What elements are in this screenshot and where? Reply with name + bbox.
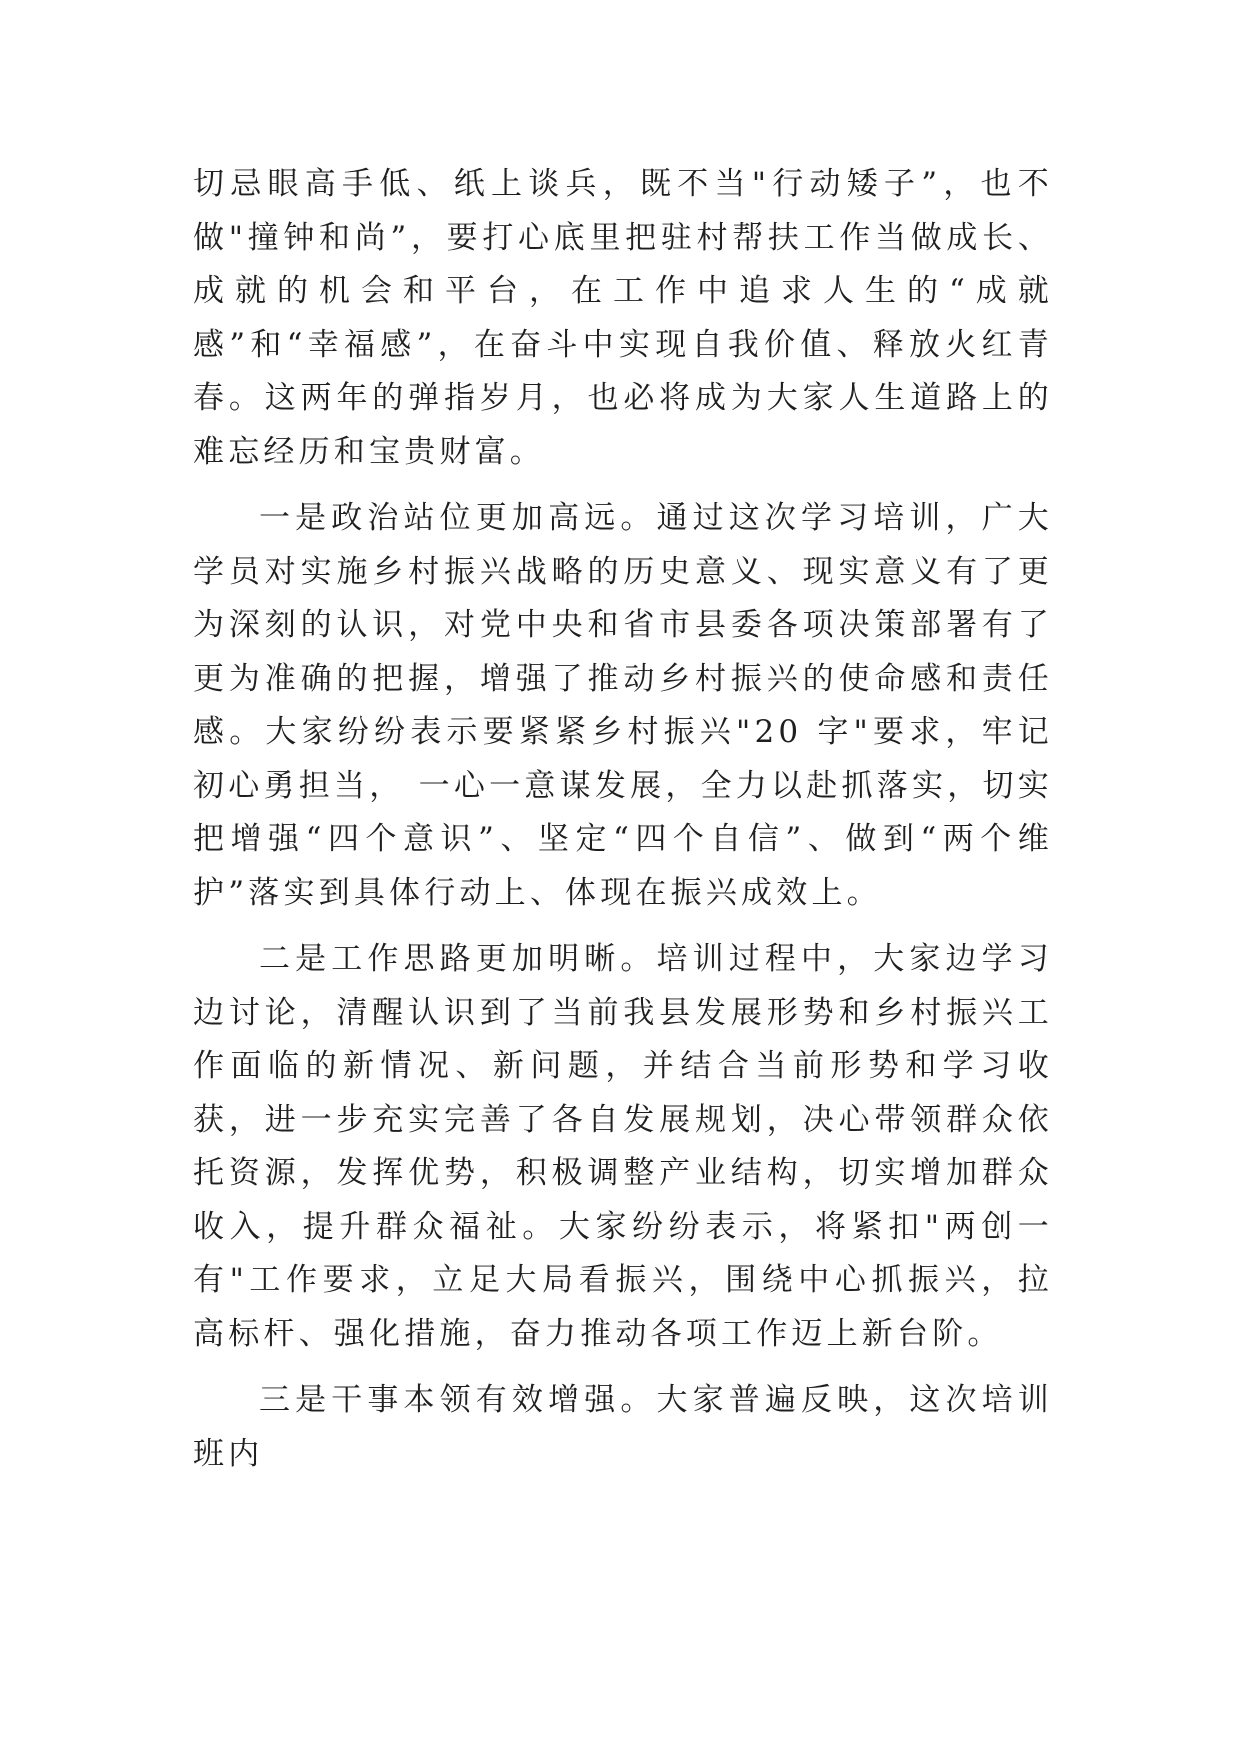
paragraph-abilities: 三是干事本领有效增强。大家普遍反映，这次培训班内 <box>193 1382 1053 1472</box>
paragraph-work-ideas: 二是工作思路更加明晰。培训过程中，大家边学习边讨论，清醒认识到了当前我县发展形势和乡村振兴工作面临的新情况、新问题，并结合当前形势和学习收获，进一步充实完善了各自发展规划，决心带领群众依托资源，发挥优势，积极调整产业结构，切实增加群众收入，提升群众福祉。大家纷纷表示，将紧扣"两创一有"工作要求，立足大局看振兴，围绕中心抓振兴，拉高标杆、强化措施，奋力推动各项工作迈上新台阶。 <box>193 941 1053 1352</box>
paragraph-continuation: 切忌眼高手低、纸上谈兵，既不当"行动矮子”，也不做"撞钟和尚”，要打心底里把驻村帮扶工作当做成长、成就的机会和平台，在工作中追求人生的“成就感”和“幸福感”，在奋斗中实现自我价值、释放火红青春。这两年的弹指岁月，也必将成为大家人生道路上的难忘经历和宝贵财富。 <box>193 166 1053 470</box>
paragraph-political-stance: 一是政治站位更加高远。通过这次学习培训，广大学员对实施乡村振兴战略的历史意义、现实意义有了更为深刻的认识，对党中央和省市县委各项决策部署有了更为准确的把握，增强了推动乡村振兴的使命感和责任感。大家纷纷表示要紧紧乡村振兴"20 字"要求，牢记初心勇担当， 一心一意谋发展，全力以赴抓落实，切实把增强“四个意识”、坚定“四个自信”、做到“两个维护”落实到具体行动上、体现在振兴成效上。 <box>193 500 1053 911</box>
document-body <box>193 158 1053 1494</box>
